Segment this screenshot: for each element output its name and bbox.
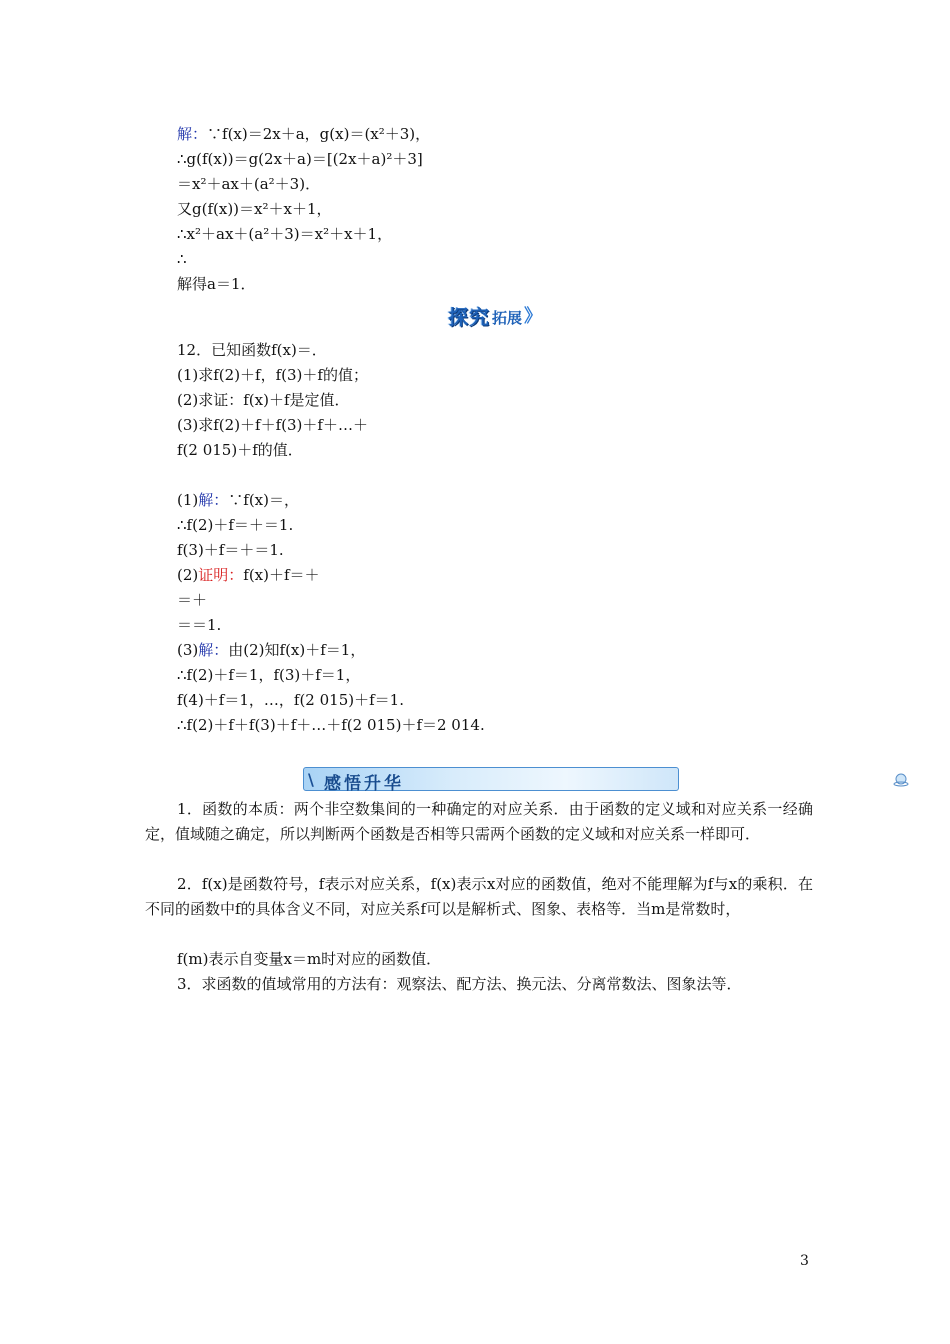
solution-text: ∵f(x)＝， [228,491,299,509]
solution-line: ∴ [177,250,187,268]
solution-line [177,124,430,144]
solution-label: 解： [198,641,229,659]
solution-line: ∴f(2)＋f＝1，f(3)＋f＝1， [177,666,361,684]
solution-line: ＝x²＋ax＋(a²＋3)． [177,175,321,193]
solution-text: 由(2)知f(x)＋f＝1， [228,641,366,659]
solution-label: 解： [198,491,229,509]
insight-paragraph: 2．f(x)是函数符号，f表示对应关系，f(x)表示x对应的函数值，绝对不能理解为f与x的乘积．在不同的函数中f的具体含义不同，对应关系f可以是解析式、图象、表格等．当m是常数时， [145,875,813,918]
solution-line [177,640,365,660]
problem-line: (3)求f(2)＋f＋f(3)＋f＋…＋ [177,416,368,434]
solution-line: 又g(f(x))＝x²＋x＋1， [177,200,332,218]
solution-text: ∵f(x)＝2x＋a，g(x)＝(x²＋3)， [207,125,431,143]
solution-label: 解： [177,125,208,143]
solution-line [177,490,299,510]
solution-line: ∴g(f(x))＝g(2x＋a)＝[(2x＋a)²＋3] [177,150,423,168]
insight-paragraph: 3．求函数的值域常用的方法有：观察法、配方法、换元法、分离常数法、图象法等． [177,975,742,993]
solution-line: ∴f(2)＋f＋f(3)＋f＋…＋f(2 015)＋f＝2 014. [177,716,485,734]
insight-paragraph: f(m)表示自变量x＝m时对应的函数值． [177,950,442,968]
problem-line: 12．已知函数f(x)＝． [177,341,327,359]
solution-line: f(4)＋f＝1，…，f(2 015)＋f＝1. [177,691,404,709]
globe-icon [892,772,910,788]
problem-line: (1)求f(2)＋f，f(3)＋f的值； [177,366,368,384]
slash-icon: \ [308,770,314,789]
solution-line: ∴f(2)＋f＝＋＝1. [177,516,294,534]
problem-line: f(2 015)＋f的值． [177,441,303,459]
solution-line [177,565,320,585]
chevron-right-icon: 》 [524,306,542,327]
insight-paragraph: 1．函数的本质：两个非空数集间的一种确定的对应关系．由于函数的定义域和对应关系一经确定，值域随之确定，所以判断两个函数是否相等只需两个函数的定义域和对应关系一样即可． [145,800,813,843]
solution-line: 解得a＝1． [177,275,256,293]
solution-line: ＝＋ [177,591,208,609]
part-prefix: (2) [177,566,199,584]
solution-line: ＝＝1. [177,616,222,634]
part-prefix: (1) [177,491,199,509]
section-banner-explore [438,302,552,328]
page-number: 3 [800,1253,809,1269]
section-banner-insight [303,767,679,794]
solution-text: f(x)＋f＝＋ [243,566,320,584]
banner-title-main: 探究 [447,304,490,329]
banner-title-sub: 拓展 [491,308,522,327]
proof-label: 证明： [198,566,244,584]
part-prefix: (3) [177,641,199,659]
banner-title: 感悟升华 [324,774,404,794]
solution-line: f(3)＋f＝＋＝1. [177,541,284,559]
solution-line: ∴x²＋ax＋(a²＋3)＝x²＋x＋1， [177,225,393,243]
problem-line: (2)求证：f(x)＋f是定值． [177,391,350,409]
